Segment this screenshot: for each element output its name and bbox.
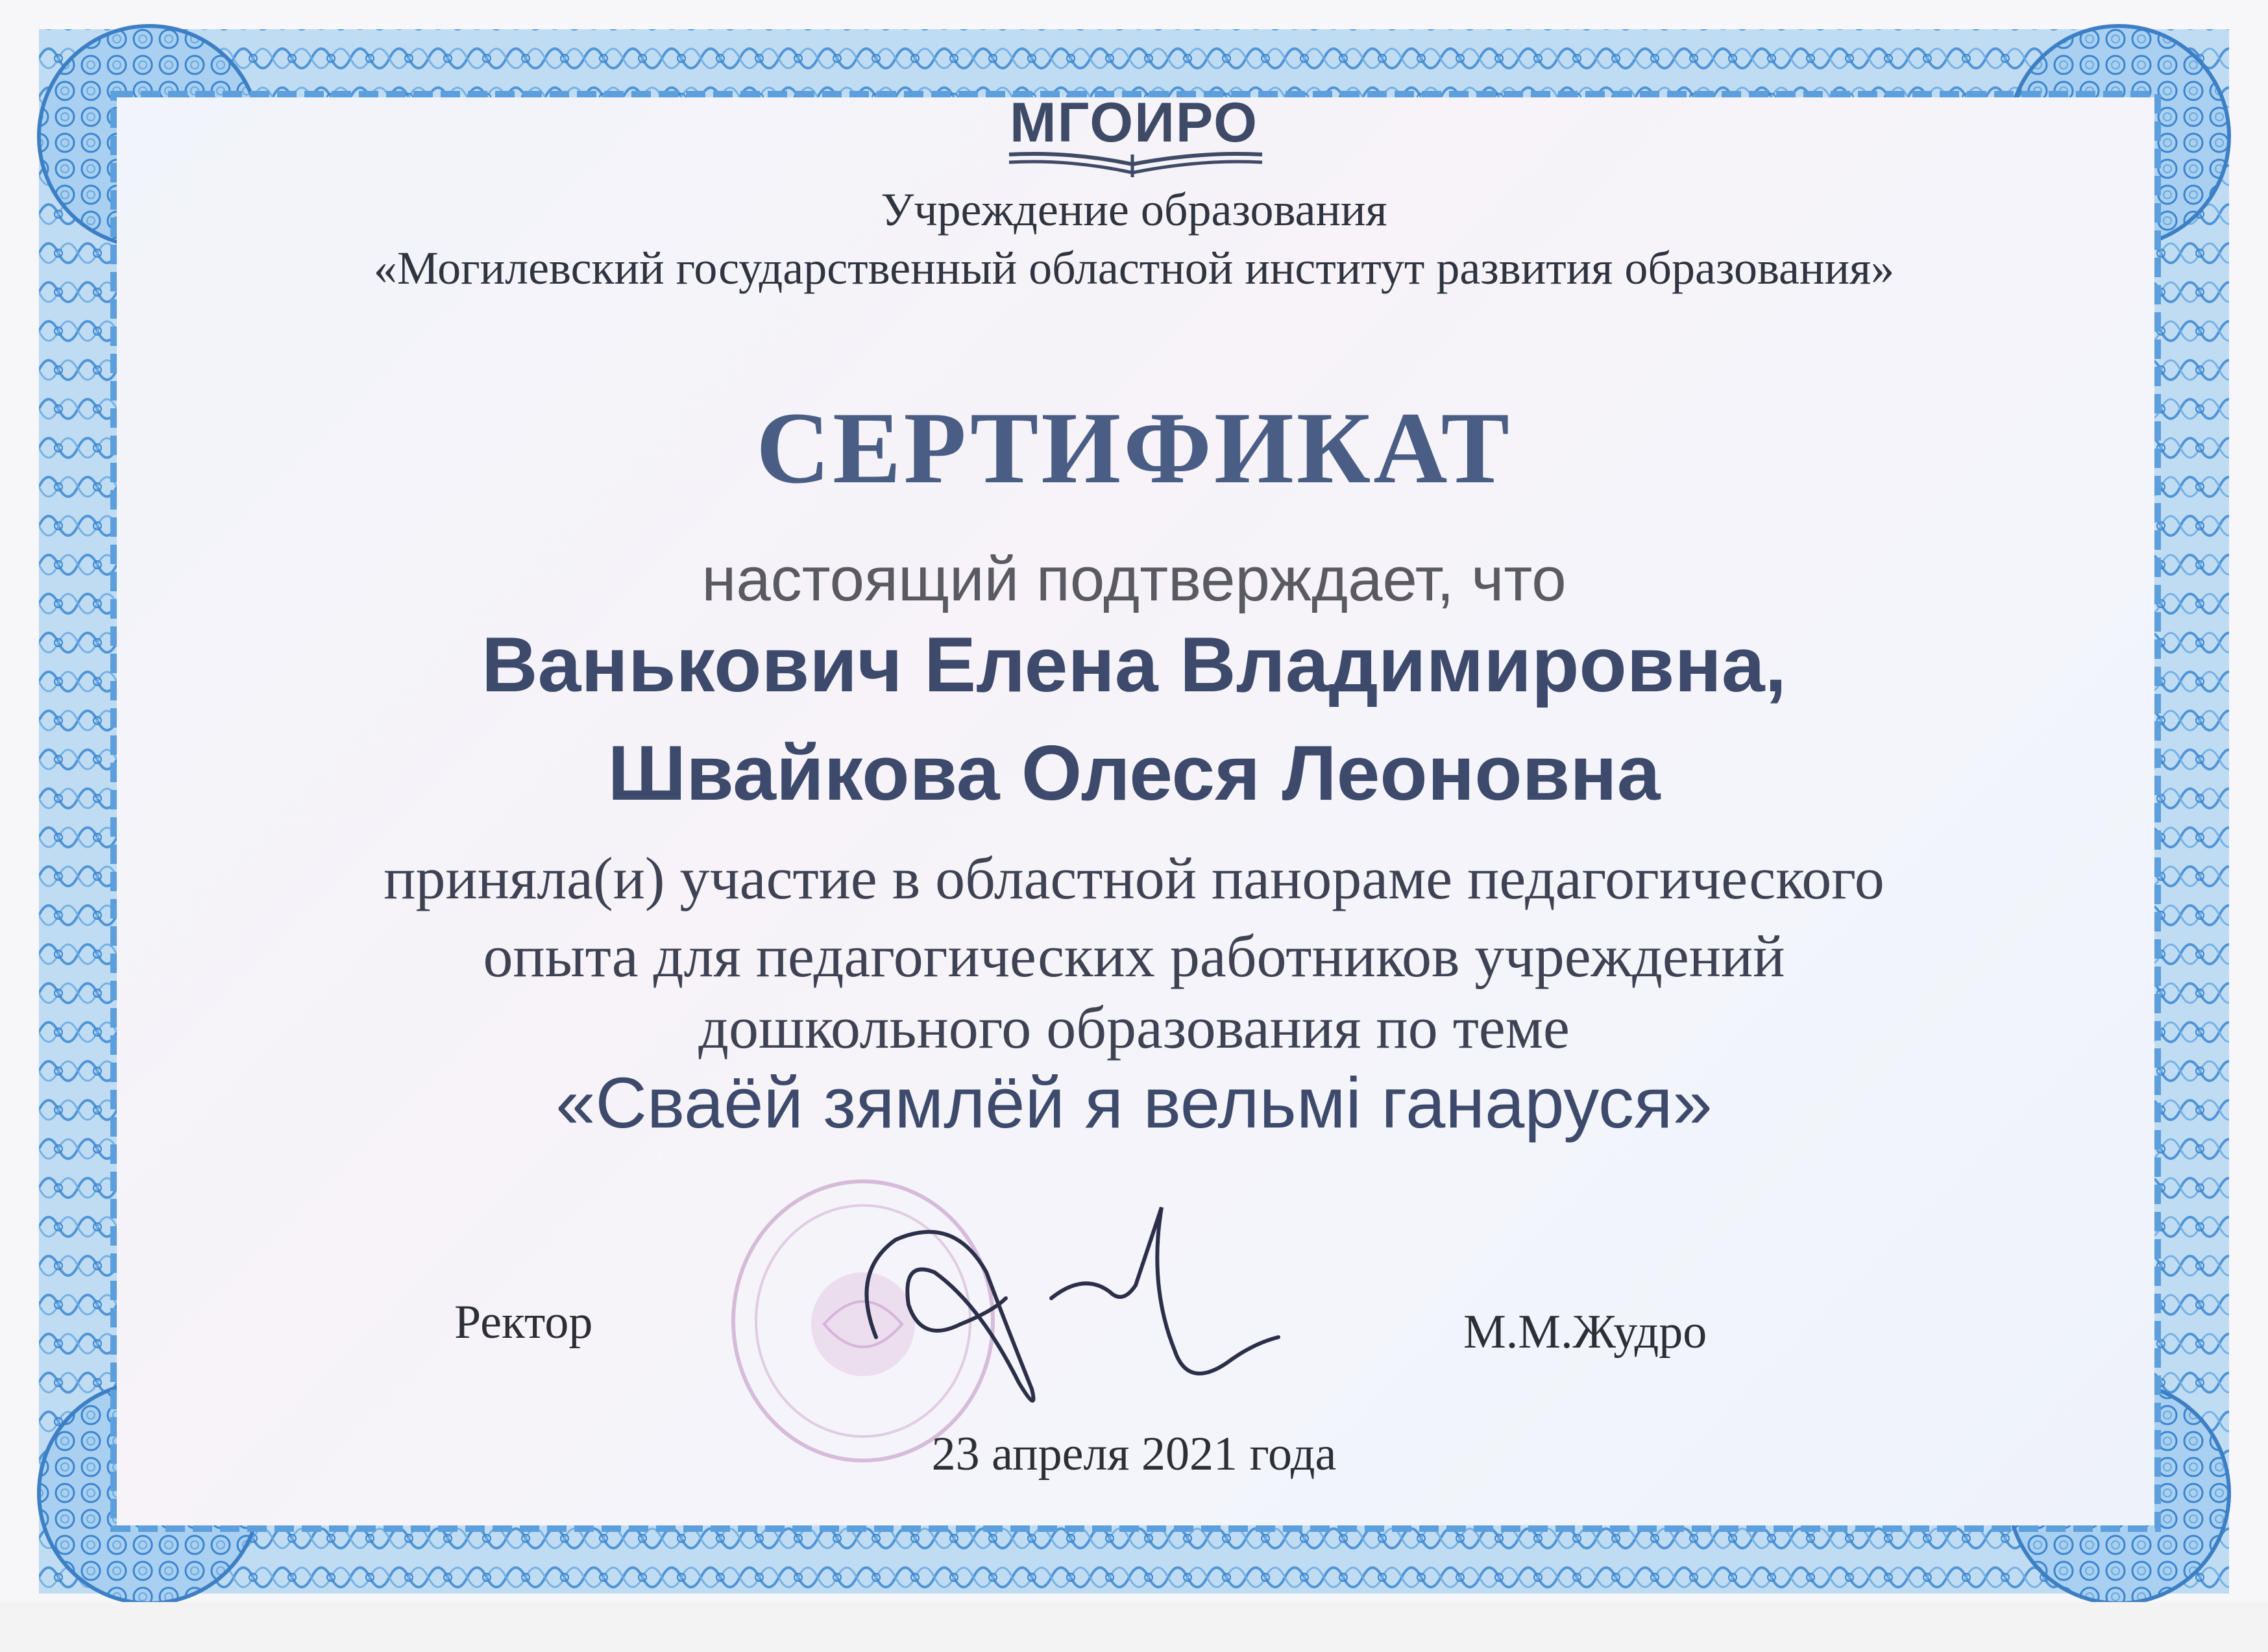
- description-line-3: дошкольного образования по теме: [698, 994, 1570, 1061]
- recipient-name-1: Ванькович Елена Владимировна,: [482, 621, 1786, 708]
- description-line-1: приняла(и) участие в областной панораме педагогического: [384, 845, 1884, 911]
- scan-margin: [0, 1602, 2268, 1652]
- topic-title: «Сваёй зямлёй я вельмі ганаруся»: [555, 1063, 1713, 1143]
- institution-name: «Могилевский государственный областной институт развития образования»: [373, 242, 1895, 294]
- signature: [837, 1194, 1291, 1435]
- description-line-2: опыта для педагогических работников учреждений: [483, 923, 1785, 989]
- confirm-text: настоящий подтверждает, что: [701, 545, 1567, 614]
- certificate-title: СЕРТИФИКАТ: [756, 391, 1512, 505]
- recipient-name-2: Швайкова Олеся Леоновна: [607, 730, 1661, 817]
- signatory-position: Ректор: [454, 1296, 593, 1349]
- book-icon: [1006, 148, 1265, 180]
- institution-type: Учреждение образования: [881, 184, 1387, 236]
- logo-text: МГОИРО: [1009, 92, 1259, 154]
- signatory-name: М.М.Жудро: [1463, 1305, 1707, 1359]
- issue-date: 23 апреля 2021 года: [931, 1427, 1337, 1481]
